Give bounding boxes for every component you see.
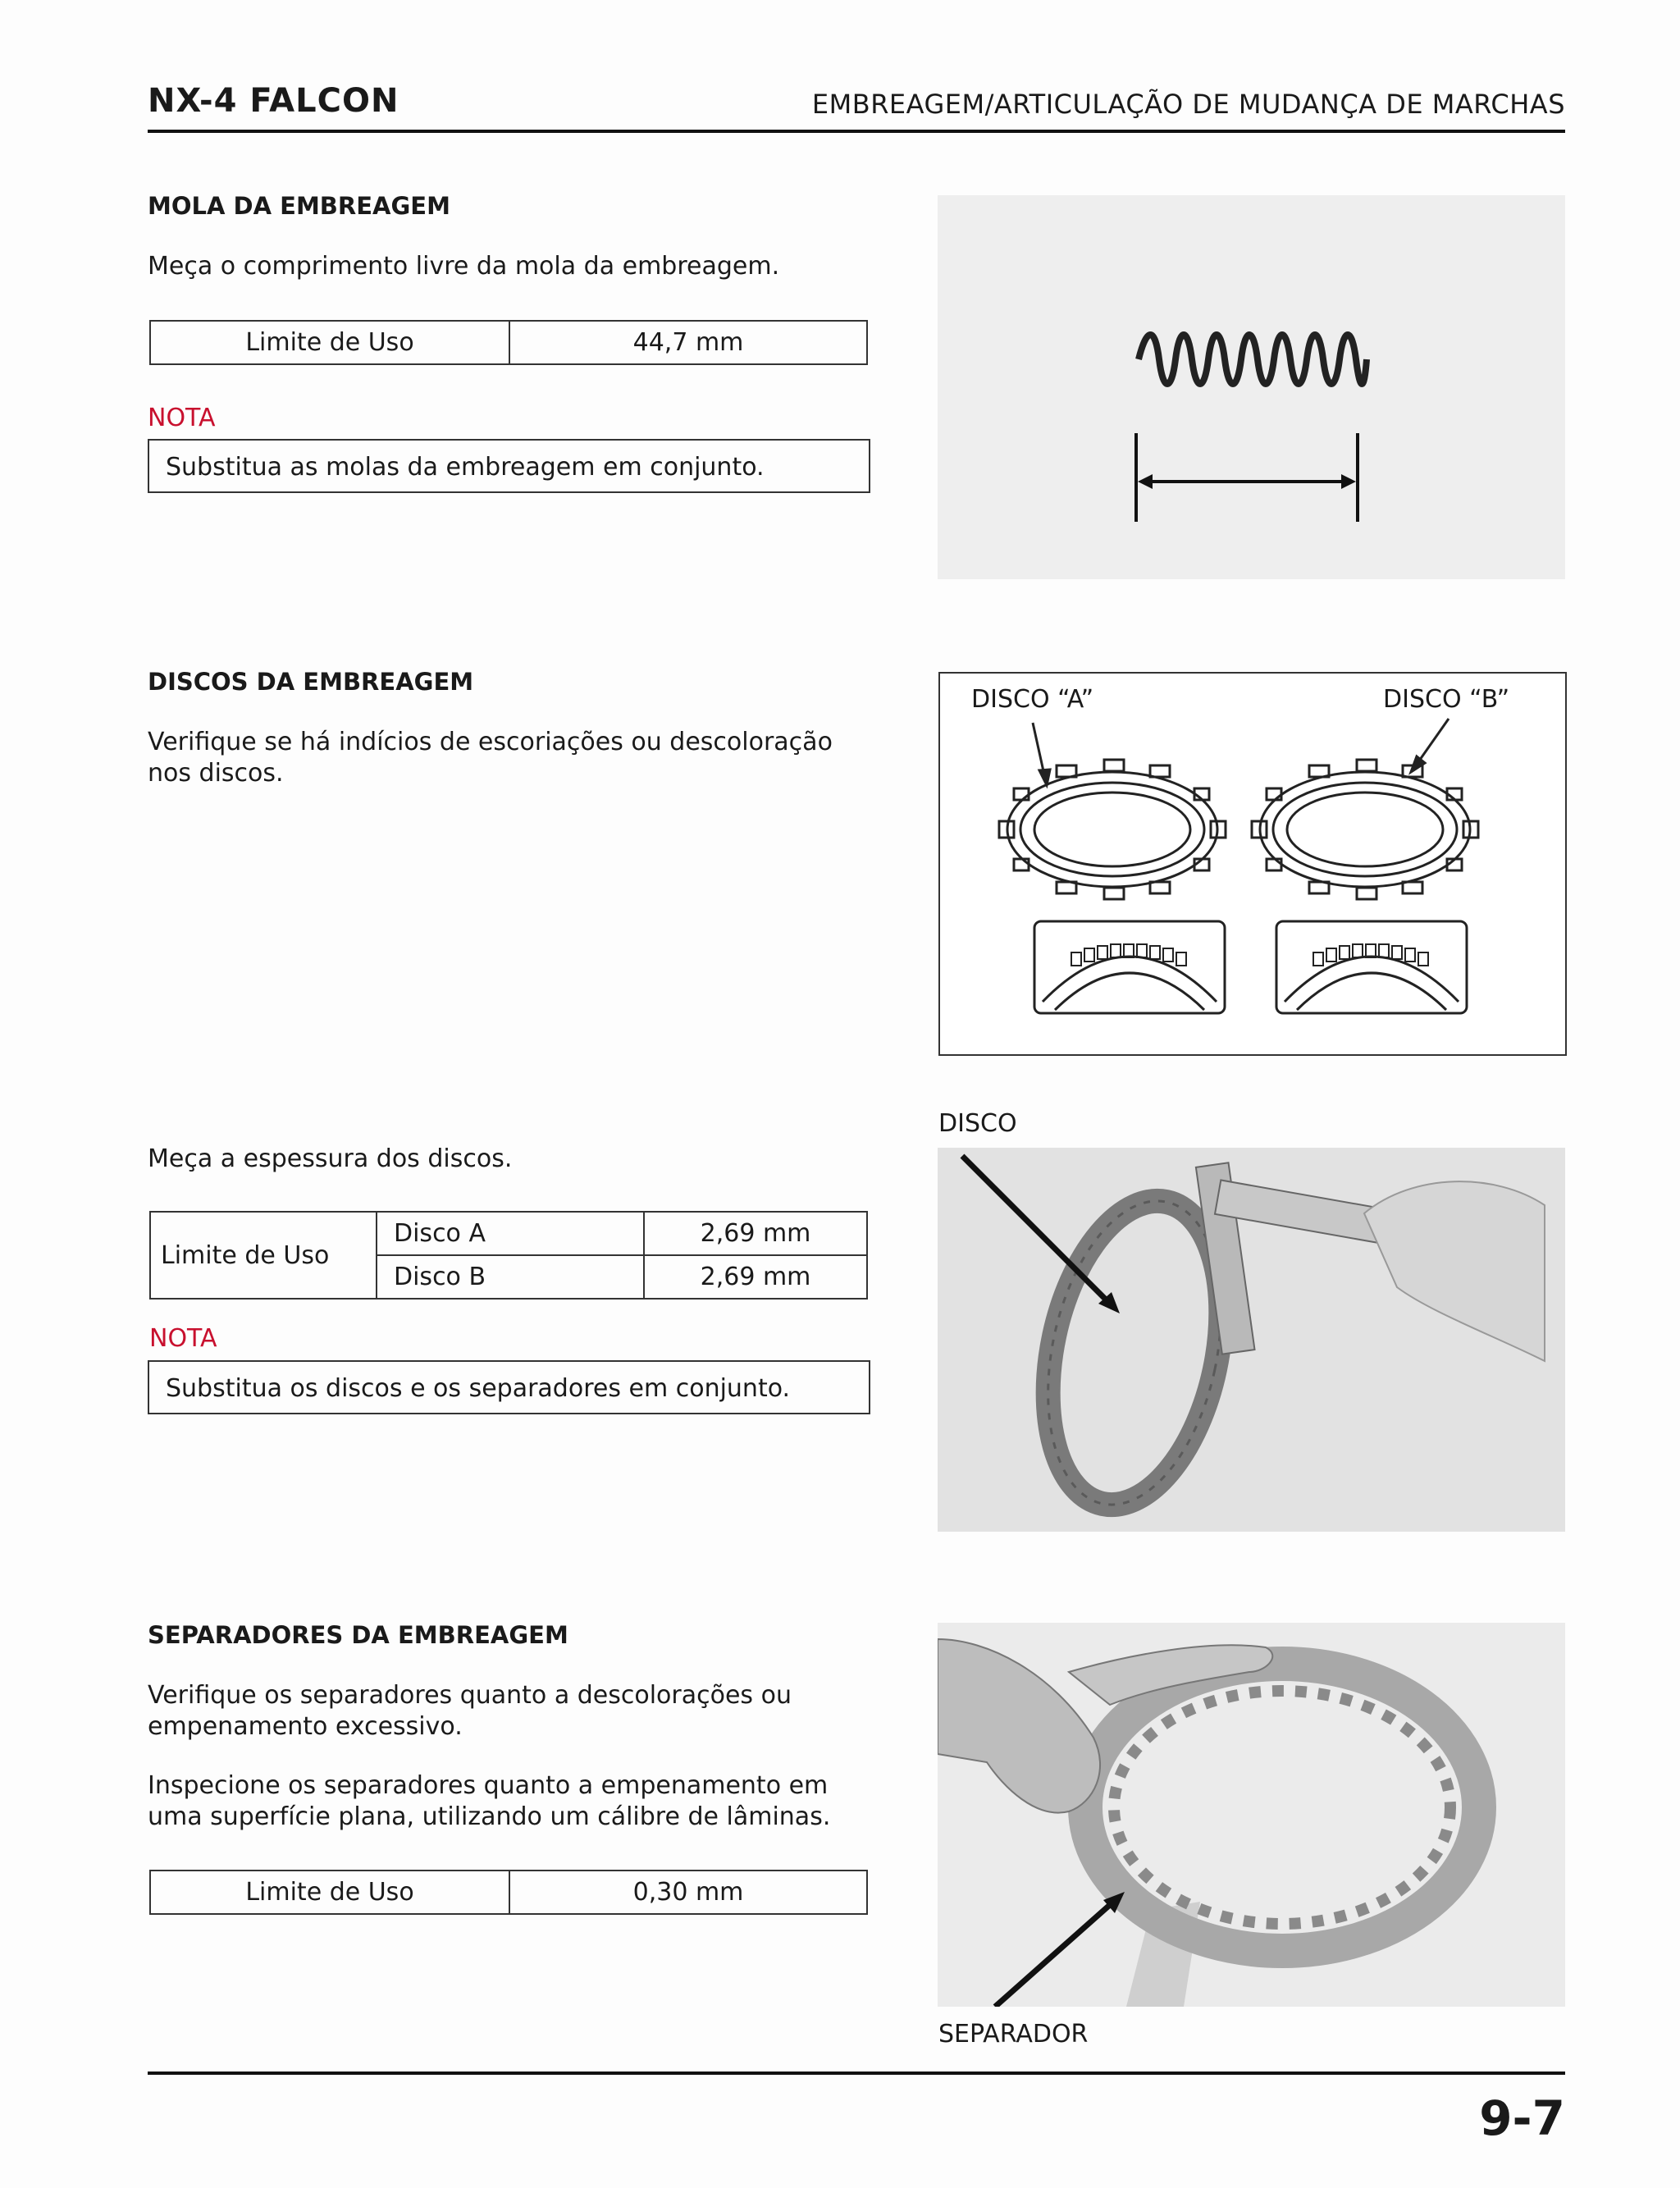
disc-b-name: Disco B bbox=[377, 1255, 644, 1299]
disc-a-label: DISCO “A” bbox=[971, 685, 1094, 714]
spring-note-label: NOTA bbox=[148, 404, 216, 432]
spring-photo bbox=[938, 195, 1565, 579]
disc-b-label: DISCO “B” bbox=[1383, 685, 1510, 714]
chapter-title: EMBREAGEM/ARTICULAÇÃO DE MUDANÇA DE MARCHAS bbox=[811, 89, 1565, 120]
spring-spec-table bbox=[149, 320, 868, 365]
separator-illustration bbox=[938, 1623, 1565, 2007]
separator-photo bbox=[938, 1623, 1565, 2007]
disc-photo bbox=[938, 1148, 1565, 1532]
footer-rule bbox=[148, 2072, 1565, 2075]
separators-text-2: Inspecione os separadores quanto a empenamento em uma superfície plana, utilizando um cálibre de lâminas. bbox=[148, 1771, 831, 1831]
discs-spec-table bbox=[149, 1211, 868, 1300]
separator-photo-caption: SEPARADOR bbox=[938, 2020, 1089, 2049]
page-number: 9-7 bbox=[1479, 2090, 1565, 2146]
spring-spec-label: Limite de Uso bbox=[150, 321, 509, 364]
separators-text-1: Verifique os separadores quanto a descolorações ou empenamento excessivo. bbox=[148, 1681, 792, 1741]
discs-text: Verifique se há indícios de escoriações ou descoloração nos discos. bbox=[148, 728, 833, 788]
disc-caliper-illustration bbox=[938, 1148, 1565, 1532]
separators-spec-value: 0,30 mm bbox=[509, 1871, 867, 1914]
disc-photo-caption: DISCO bbox=[938, 1109, 1017, 1138]
separators-heading: SEPARADORES DA EMBREAGEM bbox=[148, 1621, 568, 1649]
spring-note-box: Substitua as molas da embreagem em conjunto. bbox=[148, 439, 870, 493]
disc-b-value: 2,69 mm bbox=[644, 1255, 867, 1299]
separators-spec-table bbox=[149, 1870, 868, 1915]
discs-heading: DISCOS DA EMBREAGEM bbox=[148, 668, 474, 696]
separators-spec-label: Limite de Uso bbox=[150, 1871, 509, 1914]
spring-illustration bbox=[938, 195, 1565, 579]
model-title: NX-4 FALCON bbox=[148, 82, 399, 120]
discs-note-label: NOTA bbox=[149, 1324, 217, 1353]
discs-spec-label: Limite de Uso bbox=[150, 1212, 377, 1299]
spring-heading: MOLA DA EMBREAGEM bbox=[148, 192, 450, 220]
discs-note-box: Substitua os discos e os separadores em conjunto. bbox=[148, 1360, 870, 1414]
disc-a-value: 2,69 mm bbox=[644, 1212, 867, 1255]
disc-drawings bbox=[940, 674, 1565, 1054]
disc-a-name: Disco A bbox=[377, 1212, 644, 1255]
spring-text: Meça o comprimento livre da mola da embreagem. bbox=[148, 252, 780, 281]
discs-measure-text: Meça a espessura dos discos. bbox=[148, 1144, 513, 1173]
header-rule bbox=[148, 130, 1565, 133]
spring-spec-value: 44,7 mm bbox=[509, 321, 867, 364]
disc-diagram bbox=[938, 672, 1567, 1056]
